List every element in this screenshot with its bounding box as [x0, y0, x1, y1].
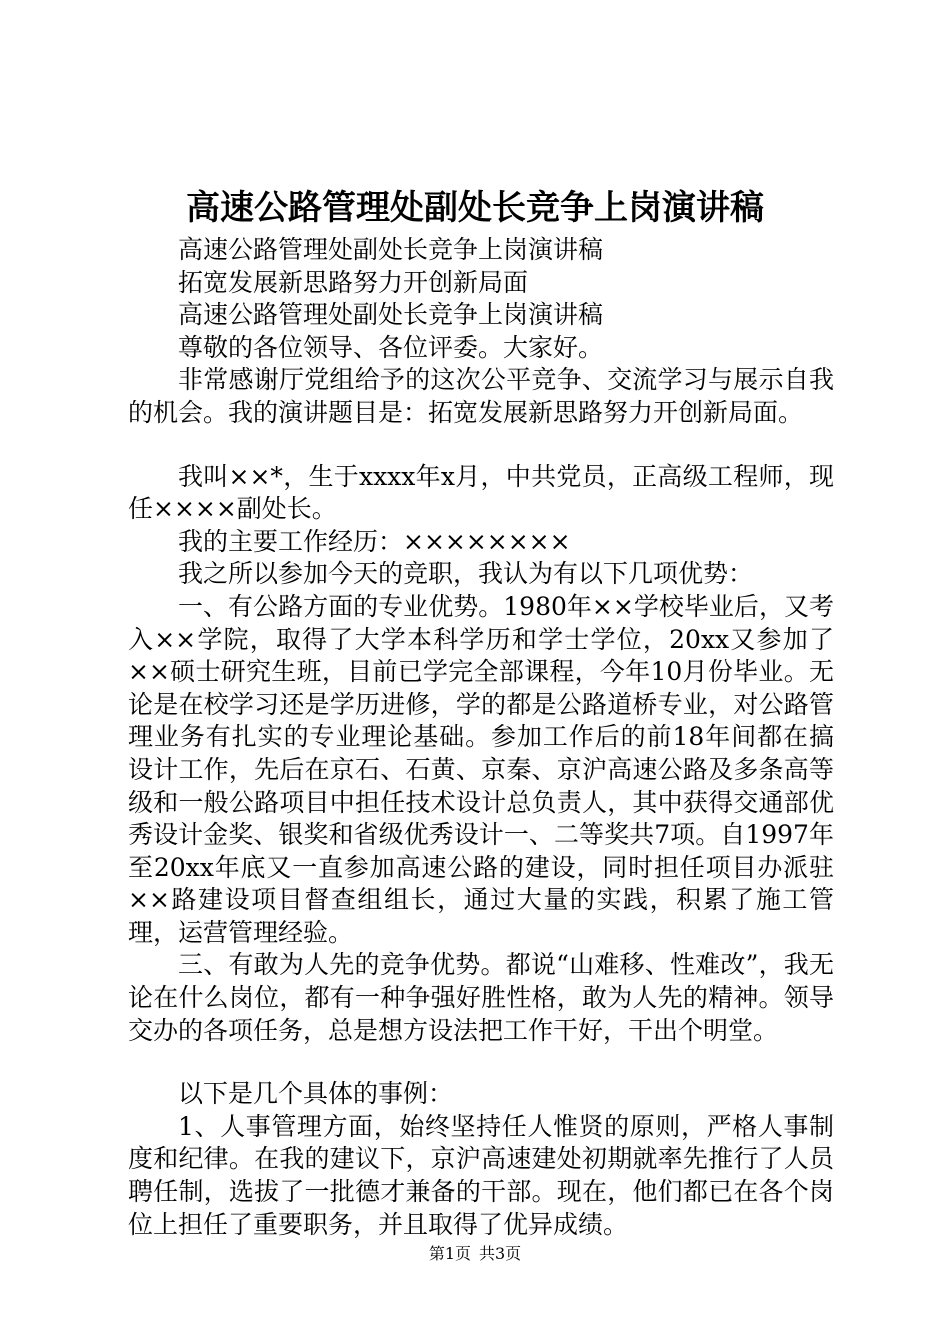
- paragraph-greeting: 尊敬的各位领导、各位评委。大家好。: [178, 332, 604, 362]
- paragraph-thanks: 非常感谢厅党组给予的这次公平竞争、交流学习与展示自我的机会。我的演讲题目是：拓宽发展新思路努力开创新局面。: [128, 365, 834, 427]
- page-number-current: 第1页: [428, 1244, 471, 1263]
- paragraph-subtitle-1: 高速公路管理处副处长竞争上岗演讲稿: [178, 235, 604, 264]
- paragraph-subtitle-2: 拓宽发展新思路努力开创新局面: [178, 267, 529, 297]
- paragraph-examples-intro: 以下是几个具体的事例：: [178, 1079, 454, 1109]
- document-body: [128, 234, 834, 1241]
- paragraph-advantage-professional: 一、有公路方面的专业优势。1980年××学校毕业后，又考入××学院，取得了大学本科学历和学士学位，20xx又参加了××硕士研究生班，目前已学完全部课程，今年10月份毕业。无论是在校学习还是学历进修，学的都是公路道桥专业，对公路管理业务有扎实的专业理论基础。参加工作后的前18年间都在搞设计工作，先后在京石、石黄、京秦、京沪高速公路及多条高等级和一般公路项目中担任技术设计总负责人，其中获得交通部优秀设计金奖、银奖和省级优秀设计一、二等奖共7项。自1997年至20xx年底又一直参加高速公路的建设，同时担任项目办派驻××路建设项目督查组组长，通过大量的实践，积累了施工管理，运营管理经验。: [128, 591, 834, 947]
- document-title: 高速公路管理处副处长竞争上岗演讲稿: [186, 188, 764, 228]
- paragraph-introduction: 我叫××*，生于xxxx年x月，中共党员，正高级工程师，现任××××副处长。: [128, 461, 834, 524]
- paragraph-subtitle-3: 高速公路管理处副处长竞争上岗演讲稿: [178, 300, 604, 330]
- paragraph-work-history: 我的主要工作经历：××××××××: [178, 526, 571, 556]
- paragraph-advantages-intro: 我之所以参加今天的竞职，我认为有以下几项优势：: [178, 559, 754, 589]
- paragraph-advantage-competitive: 三、有敢为人先的竞争优势。都说“山难移、性难改”，我无论在什么岗位，都有一种争强好胜性格，敢为人先的精神。领导交办的各项任务，总是想方设法把工作干好，干出个明堂。: [128, 950, 834, 1045]
- paragraph-example-personnel: 1、人事管理方面，始终坚持任人惟贤的原则，严格人事制度和纪律。在我的建议下，京沪高速建处初期就率先推行了人员聘任制，选拔了一批德才兼备的干部。现在，他们都已在各个岗位上担任了重要职务，并且取得了优异成绩。: [128, 1111, 834, 1239]
- page-footer: [0, 1243, 950, 1265]
- page-number-total: 共3页: [479, 1244, 522, 1263]
